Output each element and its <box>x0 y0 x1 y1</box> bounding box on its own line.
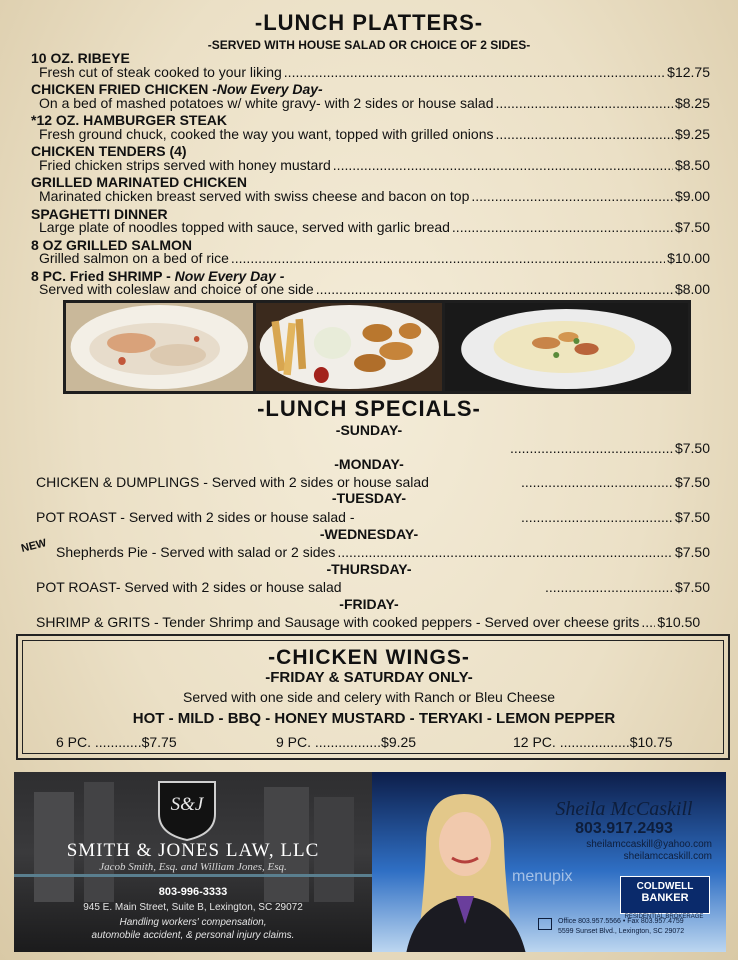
platter-name: CHICKEN FRIED CHICKEN -Now Every Day- <box>31 81 323 97</box>
platters-subtitle: -SERVED WITH HOUSE SALAD OR CHOICE OF 2 SIDES- <box>207 38 531 52</box>
platter-desc: Served with coleslaw and choice of one side <box>39 281 314 297</box>
platter-name: GRILLED MARINATED CHICKEN <box>31 174 247 190</box>
platter-desc-row <box>39 281 710 297</box>
platter-name: SPAGHETTI DINNER <box>31 206 168 222</box>
wings-title: -CHICKEN WINGS- <box>268 646 470 669</box>
special-day: -MONDAY- <box>334 456 404 472</box>
special-day: -FRIDAY- <box>339 596 399 612</box>
special-row <box>510 440 710 456</box>
platter-desc: Fried chicken strips served with honey mustard <box>39 157 331 173</box>
coldwell-banker-logo: COLDWELL BANKER <box>620 876 710 914</box>
special-price: $7.50 <box>674 474 711 490</box>
special-text: POT ROAST- Served with 2 sides or house salad <box>36 579 342 595</box>
platter-price: $8.00 <box>674 281 710 297</box>
special-row <box>36 579 710 595</box>
platter-desc-row <box>39 250 710 266</box>
realtor-phone: 803.917.2493 <box>575 820 673 837</box>
food-photo-strip <box>63 300 691 394</box>
platter-desc: Fresh ground chuck, cooked the way you want, topped with grilled onions <box>39 126 494 142</box>
menupix-watermark: menupix <box>512 868 573 885</box>
platter-name: 8 PC. Fried SHRIMP - Now Every Day - <box>31 268 285 284</box>
law-firm-name: SMITH & JONES LAW, LLC <box>66 840 320 861</box>
platter-price: $8.25 <box>674 95 710 111</box>
platter-price: $9.25 <box>674 126 710 142</box>
platter-desc: Large plate of noodles topped with sauce, served with garlic bread <box>39 219 450 235</box>
special-day: -TUESDAY- <box>331 490 407 506</box>
platter-name: 8 OZ GRILLED SALMON <box>31 237 192 253</box>
fried-shrimp-photo <box>256 303 443 391</box>
platter-name: CHICKEN TENDERS (4) <box>31 143 187 159</box>
platter-desc: On a bed of mashed potatoes w/ white gravy- with 2 sides or house salad <box>39 95 494 111</box>
platter-desc: Marinated chicken breast served with swiss cheese and bacon on top <box>39 188 470 204</box>
special-day: -WEDNESDAY- <box>319 526 419 542</box>
special-row <box>36 509 710 525</box>
platter-desc: Grilled salmon on a bed of rice <box>39 250 229 266</box>
special-price: $7.50 <box>674 579 710 595</box>
special-day: -THURSDAY- <box>326 561 412 577</box>
equal-housing-icon <box>538 918 552 930</box>
platters-title: -LUNCH PLATTERS- <box>254 10 484 35</box>
specials-title: -LUNCH SPECIALS- <box>257 396 481 421</box>
law-firm-attorneys: Jacob Smith, Esq. and William Jones, Esq. <box>99 861 287 873</box>
shrimp-and-grits-photo <box>445 303 688 391</box>
platter-desc: Fresh cut of steak cooked to your liking <box>39 64 282 80</box>
special-row <box>56 544 710 560</box>
law-firm-tagline-1: Handling workers' compensation, <box>119 917 267 928</box>
law-firm-ad <box>14 772 372 952</box>
law-firm-phone: 803-996-3333 <box>158 886 228 898</box>
law-firm-address: 945 E. Main Street, Suite B, Lexington, SC 29072 <box>83 902 303 913</box>
realtor-name: Sheila McCaskill <box>555 798 693 820</box>
wings-size: 6 PC. ............$7.75 <box>56 734 177 750</box>
law-firm-tagline-2: automobile accident, & personal injury claims. <box>91 930 295 941</box>
platter-price: $8.50 <box>674 157 710 173</box>
special-price: $7.50 <box>674 509 710 525</box>
realtor-office-address: 5599 Sunset Blvd., Lexington, SC 29072 <box>558 928 685 935</box>
platter-price: $12.75 <box>667 64 710 80</box>
platter-price: $7.50 <box>674 219 710 235</box>
special-row <box>36 474 710 490</box>
special-day: -SUNDAY- <box>335 422 403 438</box>
platter-desc-row <box>39 188 710 204</box>
wings-flavors: HOT - MILD - BBQ - HONEY MUSTARD - TERYAKI - LEMON PEPPER <box>132 710 616 727</box>
realtor-website: sheilamccaskill.com <box>623 851 712 862</box>
realtor-ad <box>372 772 726 952</box>
chicken-fried-chicken-photo <box>66 303 253 391</box>
platter-price: $10.00 <box>667 250 710 266</box>
platter-desc-row <box>39 219 710 235</box>
realtor-office: Office 803.957.5566 • Fax 803.957.4759 <box>558 918 684 925</box>
wings-subtitle: -FRIDAY & SATURDAY ONLY- <box>265 669 473 686</box>
wings-size: 9 PC. .................$9.25 <box>276 734 417 750</box>
sj-shield-logo: S&J <box>155 778 219 842</box>
special-text: SHRIMP & GRITS - Tender Shrimp and Sausage with cooked peppers - Served over cheese grits <box>36 614 640 630</box>
platter-desc-row <box>39 126 710 142</box>
wings-size: 12 PC. ..................$10.75 <box>513 734 673 750</box>
special-row <box>36 614 710 630</box>
platter-desc-row <box>39 157 710 173</box>
special-text: POT ROAST - Served with 2 sides or house salad - <box>36 509 355 525</box>
wings-desc: Served with one side and celery with Ranch or Bleu Cheese <box>183 689 555 705</box>
new-badge: NEW <box>19 537 48 555</box>
platter-price: $9.00 <box>674 188 710 204</box>
special-price: $7.50 <box>674 544 710 560</box>
platter-name: *12 OZ. HAMBURGER STEAK <box>31 112 228 128</box>
special-text: Shepherds Pie - Served with salad or 2 sides <box>56 544 336 560</box>
special-price: $7.50 <box>674 440 710 456</box>
platter-desc-row <box>39 95 710 111</box>
realtor-email: sheilamccaskill@yahoo.com <box>586 839 712 850</box>
realtor-brokerage: RESIDENTIAL BROKERAGE <box>624 914 704 920</box>
platter-desc-row <box>39 64 710 80</box>
platter-name: 10 OZ. RIBEYE <box>31 50 130 66</box>
special-text: CHICKEN & DUMPLINGS - Served with 2 sides or house salad <box>36 474 429 490</box>
special-price: $10.50 <box>657 614 701 630</box>
